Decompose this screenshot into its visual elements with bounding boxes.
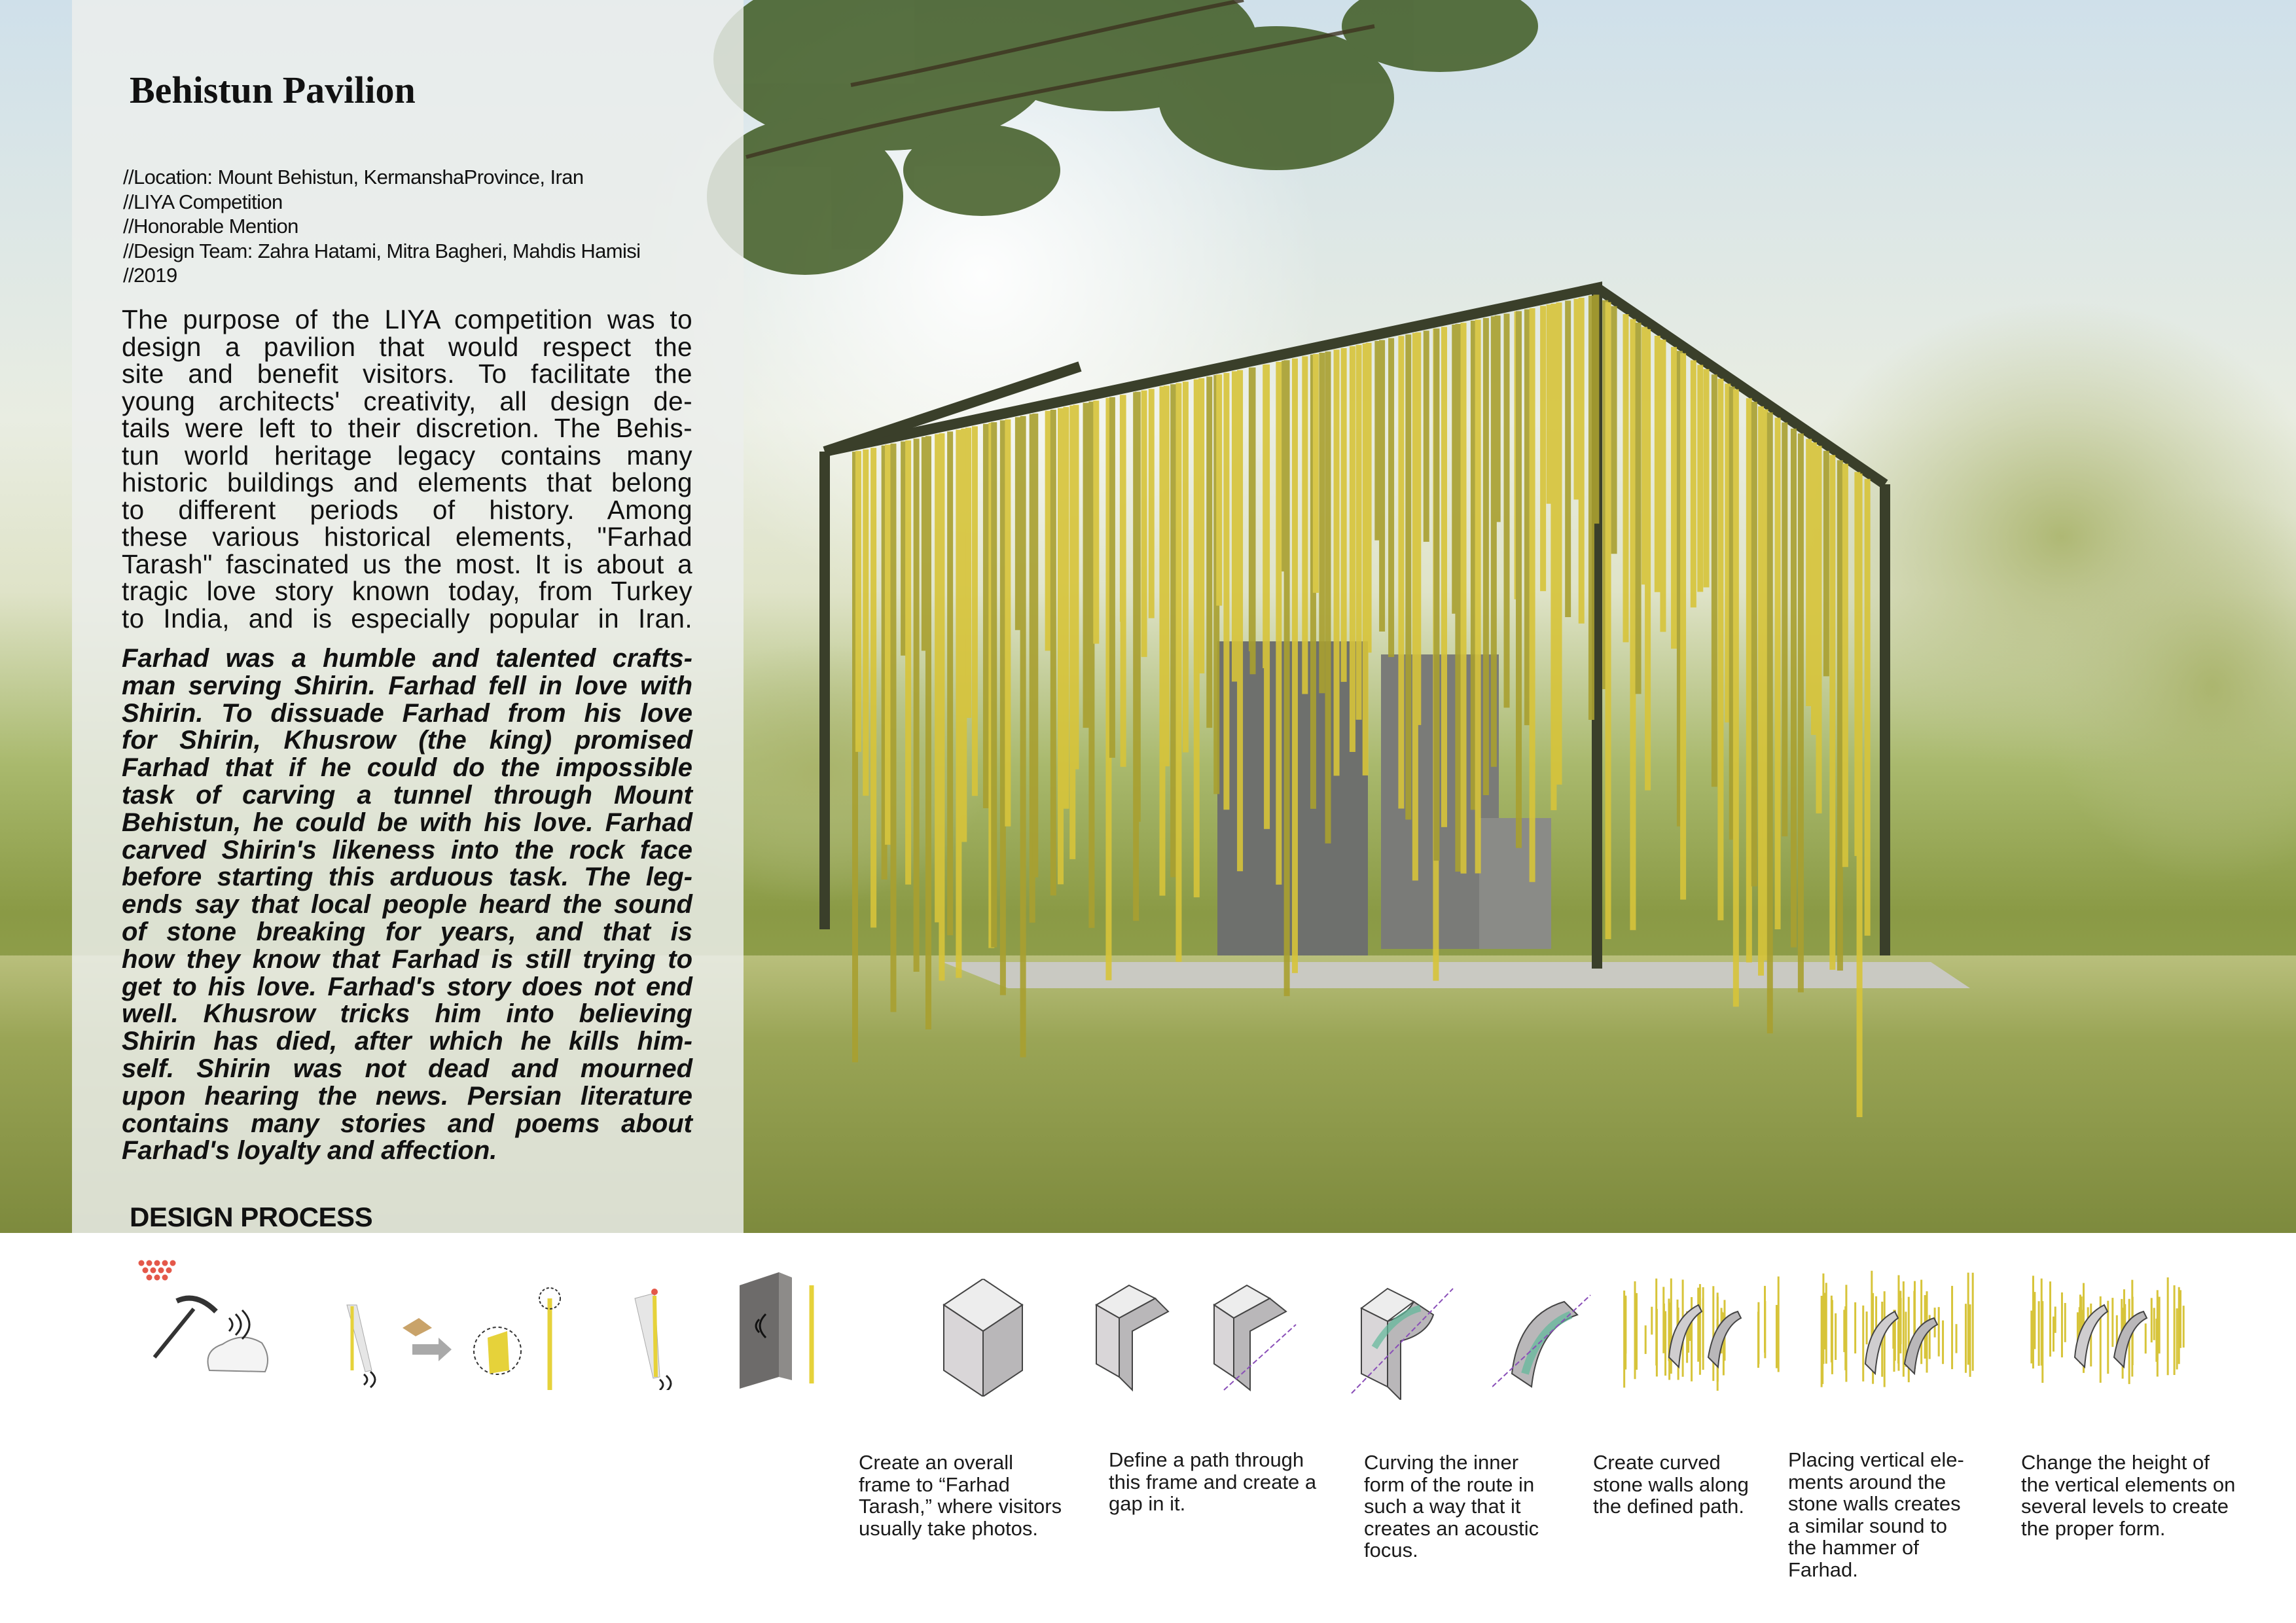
story-line: Behistun, he could be with his love. Farhad: [122, 808, 692, 837]
story-line: self. Shirin was not dead and mourned: [122, 1054, 692, 1083]
pickaxe-icon: [154, 1298, 216, 1357]
caption-line: Change the height of: [2021, 1451, 2210, 1474]
caption-line: Create curved: [1593, 1451, 1721, 1474]
step-2-path-diagram: [1093, 1279, 1302, 1397]
story-line: Farhad that if he could do the impossible: [122, 753, 692, 783]
stone-wall-icon: [740, 1272, 812, 1389]
story-line: task of carving a tunnel through Mount: [122, 780, 692, 810]
step-7-final-form-diagram: [2022, 1246, 2193, 1397]
caption-line: Farhad.: [1788, 1558, 1858, 1581]
intro-line: tragic love story known today, from Turkey: [122, 576, 692, 606]
sound-waves-icon: [229, 1310, 249, 1339]
caption-line: Tarash,” where visitors: [859, 1495, 1062, 1518]
intro-line: Tarash" fascinated us the most. It is about a: [122, 548, 692, 579]
caption-line: Define a path through: [1109, 1448, 1304, 1471]
caption-line: ments around the: [1788, 1470, 1946, 1493]
intro-line: to different periods of history. Among: [122, 494, 692, 525]
caption-line: Create an overall: [859, 1451, 1014, 1474]
hammer-swing-icon: [347, 1305, 375, 1387]
caption-line: the proper form.: [2021, 1516, 2166, 1540]
caption-line: the defined path.: [1593, 1495, 1744, 1518]
meta-award: //Honorable Mention: [123, 215, 298, 238]
detail-magnifier-icon: [474, 1288, 560, 1390]
story-line: Shirin. To dissuade Farhad from his love: [122, 698, 692, 728]
story-line: Shirin has died, after which he kills him-: [122, 1027, 692, 1056]
caption-line: usually take photos.: [859, 1516, 1039, 1540]
caption-line: this frame and create a: [1109, 1470, 1317, 1493]
step-1-frame-diagram: [937, 1279, 1029, 1397]
caption-line: frame to “Farhad: [859, 1472, 1010, 1496]
step-caption-4: [1593, 1452, 1749, 1518]
caption-line: Placing vertical ele-: [1788, 1448, 1964, 1471]
caption-line: creates an acoustic: [1364, 1516, 1539, 1540]
story-line: Farhad was a humble and talented crafts-: [122, 644, 692, 673]
design-process-strip: [0, 1233, 2296, 1623]
intro-line: young architects' creativity, all design de-: [122, 385, 692, 416]
story-line: carved Shirin's likeness into the rock face: [122, 835, 692, 865]
step-4-curved-walls-diagram: [1492, 1275, 1597, 1400]
caption-line: form of the route in: [1364, 1472, 1535, 1496]
story-line: contains many stories and poems about: [122, 1109, 692, 1138]
caption-line: the vertical elements on: [2021, 1472, 2236, 1496]
design-process-heading: DESIGN PROCESS: [130, 1202, 373, 1232]
intro-line: to India, and is especially popular in Iran.: [122, 603, 692, 633]
step-5-vertical-elements-diagram: [1617, 1246, 1787, 1410]
dot-grid-icon: [139, 1260, 176, 1281]
intro-line: these various historical elements, "Farhad: [122, 522, 692, 552]
caption-line: stone walls creates: [1788, 1492, 1961, 1515]
concept-sketches: [131, 1246, 838, 1390]
hammer-swing-icon: [635, 1289, 671, 1390]
step-caption-2: [1109, 1449, 1316, 1515]
intro-line: tun world heritage legacy contains many: [122, 440, 692, 471]
intro-line: design a pavilion that would respect the: [122, 331, 692, 362]
project-title: Behistun Pavilion: [130, 69, 416, 111]
step-caption-6: [2021, 1452, 2235, 1539]
caption-line: the hammer of: [1788, 1536, 1919, 1559]
intro-line: tails were left to their discretion. The Behis-: [122, 413, 692, 443]
rock-icon: [208, 1337, 268, 1372]
story-line: ends say that local people heard the sound: [122, 890, 692, 919]
intro-paragraph: [122, 306, 692, 632]
intro-line: historic buildings and elements that belong: [122, 467, 692, 497]
meta-location: //Location: Mount Behistun, KermanshaProvince, Iran: [123, 166, 584, 188]
arrow-right-icon: [412, 1338, 452, 1361]
step-caption-3: [1364, 1452, 1539, 1561]
meta-design-team: //Design Team: Zahra Hatami, Mitra Bagheri, Mahdis Hamisi: [123, 239, 641, 262]
meta-year: //2019: [123, 264, 177, 287]
story-paragraph: [122, 645, 692, 1165]
story-line: well. Khusrow tricks him into believing: [122, 999, 692, 1029]
story-line: get to his love. Farhad's story does not end: [122, 972, 692, 1001]
caption-line: several levels to create: [2021, 1495, 2229, 1518]
story-line: upon hearing the news. Persian literature: [122, 1081, 692, 1111]
step-3-acoustic-diagram: [1348, 1275, 1460, 1400]
step-caption-5: [1788, 1449, 1964, 1580]
story-line: man serving Shirin. Farhad fell in love with: [122, 671, 692, 700]
intro-line: The purpose of the LIYA competition was to: [122, 304, 692, 334]
story-line: how they know that Farhad is still trying to: [122, 944, 692, 974]
caption-line: stone walls along: [1593, 1472, 1749, 1496]
step-6-height-variation-diagram: [1813, 1246, 1983, 1410]
caption-line: Curving the inner: [1364, 1451, 1519, 1474]
project-meta: [123, 165, 699, 288]
meta-competition: //LIYA Competition: [123, 190, 283, 213]
story-line: for Shirin, Khusrow (the king) promised: [122, 726, 692, 755]
caption-line: focus.: [1364, 1539, 1418, 1561]
story-line: Farhad's loyalty and affection.: [122, 1136, 497, 1166]
story-line: of stone breaking for years, and that is: [122, 917, 692, 946]
caption-line: gap in it.: [1109, 1492, 1186, 1515]
step-caption-1: [859, 1452, 1062, 1539]
intro-line: site and benefit visitors. To facilitate the: [122, 359, 692, 389]
story-line: before starting this arduous task. The leg-: [122, 863, 692, 892]
caption-line: such a way that it: [1364, 1495, 1521, 1518]
caption-line: a similar sound to: [1788, 1514, 1947, 1537]
